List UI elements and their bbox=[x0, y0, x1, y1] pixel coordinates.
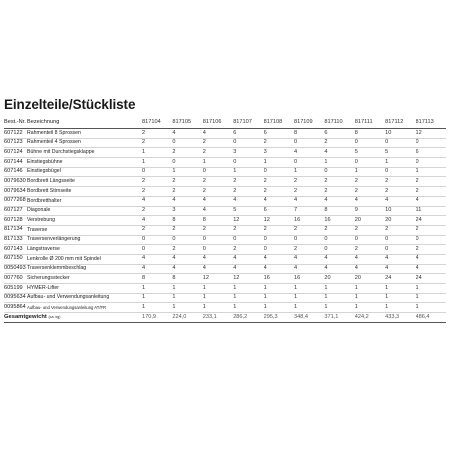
quantity-cell: 4 bbox=[233, 254, 263, 264]
quantity-cell: 2 bbox=[385, 225, 415, 235]
description-cell: Lenkrolle Ø 200 mm mit Spindel bbox=[27, 254, 142, 264]
order-number-cell: 607127 bbox=[4, 206, 27, 216]
quantity-cell: 4 bbox=[294, 196, 324, 206]
quantity-cell: 1 bbox=[142, 148, 172, 158]
quantity-cell: 2 bbox=[142, 138, 172, 148]
quantity-cell: 2 bbox=[233, 177, 263, 187]
quantity-cell: 1 bbox=[233, 293, 263, 303]
column-header-model: 817108 bbox=[264, 118, 294, 129]
quantity-cell: 2 bbox=[233, 225, 263, 235]
quantity-cell: 1 bbox=[264, 293, 294, 303]
quantity-cell: 4 bbox=[294, 254, 324, 264]
quantity-cell: 1 bbox=[172, 284, 202, 294]
quantity-cell: 6 bbox=[264, 129, 294, 139]
order-number-cell: 607150 bbox=[4, 254, 27, 264]
quantity-cell: 2 bbox=[416, 177, 446, 187]
quantity-cell: 0 bbox=[172, 138, 202, 148]
quantity-cell: 4 bbox=[416, 196, 446, 206]
quantity-cell: 1 bbox=[385, 293, 415, 303]
quantity-cell: 2 bbox=[355, 187, 385, 197]
quantity-cell: 0 bbox=[203, 245, 233, 255]
quantity-cell: 8 bbox=[142, 274, 172, 284]
order-number-cell: 0095864 bbox=[4, 303, 27, 313]
column-header-description: Bezeichnung bbox=[27, 118, 142, 129]
quantity-cell: 0 bbox=[385, 245, 415, 255]
total-weight-cell: 371,1 bbox=[324, 313, 354, 323]
quantity-cell: 1 bbox=[172, 303, 202, 313]
total-weight-cell: 486,4 bbox=[416, 313, 446, 323]
quantity-cell: 4 bbox=[355, 254, 385, 264]
quantity-cell: 20 bbox=[355, 274, 385, 284]
quantity-cell: 1 bbox=[203, 293, 233, 303]
description-cell: Rahmenteil 4 Sprossen bbox=[27, 138, 142, 148]
description-cell: Diagonale bbox=[27, 206, 142, 216]
quantity-cell: 0 bbox=[324, 235, 354, 245]
quantity-cell: 0 bbox=[355, 138, 385, 148]
quantity-cell: 6 bbox=[324, 129, 354, 139]
column-header-model: 817104 bbox=[142, 118, 172, 129]
quantity-cell: 1 bbox=[385, 158, 415, 168]
quantity-cell: 1 bbox=[355, 167, 385, 177]
quantity-cell: 0 bbox=[416, 235, 446, 245]
order-number-cell: 0079630 bbox=[4, 177, 27, 187]
quantity-cell: 0 bbox=[294, 138, 324, 148]
quantity-cell: 1 bbox=[142, 284, 172, 294]
quantity-cell: 2 bbox=[142, 129, 172, 139]
quantity-cell: 2 bbox=[355, 225, 385, 235]
quantity-cell: 2 bbox=[142, 187, 172, 197]
quantity-cell: 2 bbox=[385, 177, 415, 187]
quantity-cell: 0 bbox=[172, 235, 202, 245]
quantity-cell: 1 bbox=[203, 284, 233, 294]
description-cell: Traversenverlängerung bbox=[27, 235, 142, 245]
column-header-model: 817111 bbox=[355, 118, 385, 129]
quantity-cell: 1 bbox=[324, 158, 354, 168]
quantity-cell: 2 bbox=[294, 225, 324, 235]
quantity-cell: 0 bbox=[264, 235, 294, 245]
quantity-cell: 3 bbox=[233, 148, 263, 158]
description-cell: Bühne mit Durchstiegsklappe bbox=[27, 148, 142, 158]
order-number-cell: 0077268 bbox=[4, 196, 27, 206]
quantity-cell: 1 bbox=[172, 293, 202, 303]
quantity-cell: 8 bbox=[294, 129, 324, 139]
total-weight-cell: 424,2 bbox=[355, 313, 385, 323]
quantity-cell: 1 bbox=[233, 167, 263, 177]
quantity-cell: 1 bbox=[416, 303, 446, 313]
quantity-cell: 1 bbox=[355, 303, 385, 313]
quantity-cell: 4 bbox=[172, 129, 202, 139]
parts-list-table bbox=[4, 118, 446, 323]
description-cell: Längstraverse bbox=[27, 245, 142, 255]
quantity-cell: 24 bbox=[385, 274, 415, 284]
quantity-cell: 4 bbox=[324, 148, 354, 158]
description-cell: Aufbau- und Verwendungsanleitung AT/FR bbox=[27, 303, 142, 313]
quantity-cell: 4 bbox=[233, 264, 263, 274]
quantity-cell: 1 bbox=[324, 293, 354, 303]
quantity-cell: 1 bbox=[142, 303, 172, 313]
table-row bbox=[4, 274, 446, 284]
quantity-cell: 10 bbox=[385, 129, 415, 139]
quantity-cell: 7 bbox=[294, 206, 324, 216]
quantity-cell: 12 bbox=[203, 274, 233, 284]
table-row bbox=[4, 225, 446, 235]
quantity-cell: 2 bbox=[203, 177, 233, 187]
quantity-cell: 8 bbox=[172, 216, 202, 226]
quantity-cell: 4 bbox=[324, 264, 354, 274]
order-number-cell: 007760 bbox=[4, 274, 27, 284]
quantity-cell: 4 bbox=[324, 196, 354, 206]
quantity-cell: 4 bbox=[142, 264, 172, 274]
quantity-cell: 4 bbox=[264, 264, 294, 274]
total-weight-cell: 233,1 bbox=[203, 313, 233, 323]
quantity-cell: 0 bbox=[324, 167, 354, 177]
quantity-cell: 2 bbox=[355, 245, 385, 255]
quantity-cell: 1 bbox=[294, 293, 324, 303]
quantity-cell: 1 bbox=[355, 284, 385, 294]
description-cell: Bordbrett Längsseite bbox=[27, 177, 142, 187]
total-weight-unit: (ca. kg) bbox=[48, 314, 61, 319]
quantity-cell: 1 bbox=[142, 158, 172, 168]
description-cell: Bordbrett Stirnseite bbox=[27, 187, 142, 197]
column-header-model: 817113 bbox=[416, 118, 446, 129]
quantity-cell: 6 bbox=[264, 206, 294, 216]
quantity-cell: 0 bbox=[264, 245, 294, 255]
quantity-cell: 0 bbox=[142, 235, 172, 245]
quantity-cell: 1 bbox=[385, 303, 415, 313]
quantity-cell: 2 bbox=[324, 187, 354, 197]
order-number-cell: 817134 bbox=[4, 225, 27, 235]
quantity-cell: 0 bbox=[416, 138, 446, 148]
quantity-cell: 10 bbox=[385, 206, 415, 216]
quantity-cell: 2 bbox=[142, 177, 172, 187]
table-row bbox=[4, 148, 446, 158]
quantity-cell: 2 bbox=[294, 187, 324, 197]
description-cell: Bordbretthalter bbox=[27, 196, 142, 206]
quantity-cell: 16 bbox=[264, 274, 294, 284]
quantity-cell: 2 bbox=[294, 245, 324, 255]
quantity-cell: 1 bbox=[203, 303, 233, 313]
quantity-cell: 8 bbox=[172, 274, 202, 284]
quantity-cell: 4 bbox=[203, 264, 233, 274]
quantity-cell: 0 bbox=[264, 167, 294, 177]
total-weight-title: Gesamtgewicht bbox=[4, 313, 47, 320]
page-title: Einzelteile/Stückliste bbox=[4, 97, 136, 112]
order-number-cell: 607143 bbox=[4, 245, 27, 255]
quantity-cell: 4 bbox=[142, 254, 172, 264]
quantity-cell: 2 bbox=[324, 225, 354, 235]
quantity-cell: 4 bbox=[416, 254, 446, 264]
quantity-cell: 4 bbox=[233, 196, 263, 206]
quantity-cell: 4 bbox=[385, 196, 415, 206]
quantity-cell: 1 bbox=[203, 158, 233, 168]
quantity-cell: 1 bbox=[416, 293, 446, 303]
quantity-cell: 0 bbox=[355, 158, 385, 168]
column-header-model: 817106 bbox=[203, 118, 233, 129]
table-row bbox=[4, 196, 446, 206]
table-row bbox=[4, 216, 446, 226]
total-weight-row bbox=[4, 313, 446, 323]
table-row bbox=[4, 187, 446, 197]
column-header-model: 817105 bbox=[172, 118, 202, 129]
quantity-cell: 0 bbox=[142, 245, 172, 255]
order-number-cell: 0050493 bbox=[4, 264, 27, 274]
quantity-cell: 6 bbox=[416, 148, 446, 158]
total-weight-cell: 295,3 bbox=[264, 313, 294, 323]
quantity-cell: 3 bbox=[264, 148, 294, 158]
quantity-cell: 11 bbox=[416, 206, 446, 216]
quantity-cell: 2 bbox=[142, 225, 172, 235]
quantity-cell: 4 bbox=[385, 254, 415, 264]
quantity-cell: 2 bbox=[172, 187, 202, 197]
column-header-model: 817110 bbox=[324, 118, 354, 129]
quantity-cell: 2 bbox=[203, 138, 233, 148]
order-number-cell: 817133 bbox=[4, 235, 27, 245]
quantity-cell: 1 bbox=[294, 284, 324, 294]
quantity-cell: 1 bbox=[233, 303, 263, 313]
quantity-cell: 2 bbox=[172, 177, 202, 187]
quantity-cell: 4 bbox=[172, 196, 202, 206]
total-weight-cell: 224,0 bbox=[172, 313, 202, 323]
quantity-cell: 2 bbox=[294, 177, 324, 187]
quantity-cell: 9 bbox=[355, 206, 385, 216]
quantity-cell: 20 bbox=[324, 274, 354, 284]
quantity-cell: 2 bbox=[172, 148, 202, 158]
quantity-cell: 1 bbox=[355, 293, 385, 303]
quantity-cell: 2 bbox=[203, 187, 233, 197]
quantity-cell: 2 bbox=[203, 225, 233, 235]
quantity-cell: 0 bbox=[324, 245, 354, 255]
table-row bbox=[4, 254, 446, 264]
quantity-cell: 0 bbox=[416, 158, 446, 168]
quantity-cell: 0 bbox=[142, 167, 172, 177]
order-number-cell: 607146 bbox=[4, 167, 27, 177]
quantity-cell: 4 bbox=[355, 196, 385, 206]
quantity-cell: 24 bbox=[416, 274, 446, 284]
table-header-row bbox=[4, 118, 446, 129]
quantity-cell: 4 bbox=[264, 196, 294, 206]
quantity-cell: 2 bbox=[233, 187, 263, 197]
quantity-cell: 2 bbox=[355, 177, 385, 187]
quantity-cell: 4 bbox=[294, 264, 324, 274]
quantity-cell: 4 bbox=[264, 254, 294, 264]
quantity-cell: 2 bbox=[233, 245, 263, 255]
quantity-cell: 1 bbox=[416, 284, 446, 294]
table-row bbox=[4, 264, 446, 274]
total-weight-label bbox=[4, 313, 142, 323]
order-number-cell: 0095634 bbox=[4, 293, 27, 303]
quantity-cell: 1 bbox=[416, 167, 446, 177]
order-number-cell: 607144 bbox=[4, 158, 27, 168]
quantity-cell: 0 bbox=[233, 158, 263, 168]
order-number-cell: 605199 bbox=[4, 284, 27, 294]
description-cell: Traversenklemmbeschlag bbox=[27, 264, 142, 274]
column-header-model: 817109 bbox=[294, 118, 324, 129]
quantity-cell: 0 bbox=[294, 158, 324, 168]
quantity-cell: 4 bbox=[203, 196, 233, 206]
table-row bbox=[4, 206, 446, 216]
quantity-cell: 5 bbox=[355, 148, 385, 158]
quantity-cell: 5 bbox=[233, 206, 263, 216]
order-number-cell: 607124 bbox=[4, 148, 27, 158]
quantity-cell: 4 bbox=[416, 264, 446, 274]
description-cell: Einstiegsbügel bbox=[27, 167, 142, 177]
quantity-cell: 12 bbox=[233, 216, 263, 226]
quantity-cell: 4 bbox=[172, 264, 202, 274]
quantity-cell: 2 bbox=[324, 177, 354, 187]
total-weight-cell: 286,2 bbox=[233, 313, 263, 323]
quantity-cell: 2 bbox=[385, 187, 415, 197]
quantity-cell: 4 bbox=[385, 264, 415, 274]
quantity-cell: 12 bbox=[233, 274, 263, 284]
order-number-cell: 607128 bbox=[4, 216, 27, 226]
quantity-cell: 24 bbox=[416, 216, 446, 226]
quantity-cell: 4 bbox=[203, 254, 233, 264]
quantity-cell: 0 bbox=[233, 235, 263, 245]
quantity-cell: 4 bbox=[294, 148, 324, 158]
total-weight-cell: 348,4 bbox=[294, 313, 324, 323]
order-number-cell: 0079634 bbox=[4, 187, 27, 197]
quantity-cell: 2 bbox=[142, 206, 172, 216]
quantity-cell: 8 bbox=[324, 206, 354, 216]
quantity-cell: 2 bbox=[264, 177, 294, 187]
quantity-cell: 12 bbox=[416, 129, 446, 139]
quantity-cell: 2 bbox=[172, 245, 202, 255]
quantity-cell: 2 bbox=[264, 225, 294, 235]
quantity-cell: 8 bbox=[355, 129, 385, 139]
quantity-cell: 0 bbox=[233, 138, 263, 148]
quantity-cell: 2 bbox=[416, 187, 446, 197]
quantity-cell: 2 bbox=[416, 225, 446, 235]
table-row bbox=[4, 284, 446, 294]
total-weight-cell: 433,3 bbox=[385, 313, 415, 323]
table-row bbox=[4, 158, 446, 168]
quantity-cell: 1 bbox=[324, 303, 354, 313]
quantity-cell: 12 bbox=[264, 216, 294, 226]
quantity-cell: 4 bbox=[172, 254, 202, 264]
quantity-cell: 4 bbox=[142, 216, 172, 226]
quantity-cell: 2 bbox=[203, 148, 233, 158]
quantity-cell: 20 bbox=[385, 216, 415, 226]
quantity-cell: 4 bbox=[203, 129, 233, 139]
quantity-cell: 2 bbox=[324, 138, 354, 148]
quantity-cell: 3 bbox=[172, 206, 202, 216]
quantity-cell: 4 bbox=[324, 254, 354, 264]
description-cell: Traverse bbox=[27, 225, 142, 235]
table-row bbox=[4, 235, 446, 245]
quantity-cell: 2 bbox=[172, 225, 202, 235]
quantity-cell: 1 bbox=[233, 284, 263, 294]
table-row bbox=[4, 293, 446, 303]
table-row bbox=[4, 177, 446, 187]
quantity-cell: 16 bbox=[324, 216, 354, 226]
quantity-cell: 1 bbox=[264, 284, 294, 294]
quantity-cell: 1 bbox=[264, 303, 294, 313]
quantity-cell: 0 bbox=[172, 158, 202, 168]
quantity-cell: 5 bbox=[385, 148, 415, 158]
quantity-cell: 1 bbox=[324, 284, 354, 294]
description-cell: Aufbau- und Verwendungsanleitung bbox=[27, 293, 142, 303]
quantity-cell: 1 bbox=[142, 293, 172, 303]
quantity-cell: 0 bbox=[355, 235, 385, 245]
description-cell: Rahmenteil 8 Sprossen bbox=[27, 129, 142, 139]
description-cell: Verstrebung bbox=[27, 216, 142, 226]
order-number-cell: 607123 bbox=[4, 138, 27, 148]
quantity-cell: 2 bbox=[264, 187, 294, 197]
table-row bbox=[4, 138, 446, 148]
quantity-cell: 6 bbox=[233, 129, 263, 139]
description-cell: Einstiegsbühne bbox=[27, 158, 142, 168]
table-row bbox=[4, 167, 446, 177]
order-number-cell: 607122 bbox=[4, 129, 27, 139]
quantity-cell: 0 bbox=[385, 138, 415, 148]
quantity-cell: 2 bbox=[264, 138, 294, 148]
column-header-model: 817112 bbox=[385, 118, 415, 129]
table-row bbox=[4, 129, 446, 139]
quantity-cell: 0 bbox=[294, 235, 324, 245]
quantity-cell: 8 bbox=[203, 216, 233, 226]
quantity-cell: 20 bbox=[355, 216, 385, 226]
quantity-cell: 4 bbox=[142, 196, 172, 206]
quantity-cell: 1 bbox=[264, 158, 294, 168]
quantity-cell: 0 bbox=[203, 167, 233, 177]
quantity-cell: 1 bbox=[385, 284, 415, 294]
description-cell: HYMER-Lifter bbox=[27, 284, 142, 294]
column-header-model: 817107 bbox=[233, 118, 263, 129]
quantity-cell: 4 bbox=[203, 206, 233, 216]
quantity-cell: 1 bbox=[294, 303, 324, 313]
table-row bbox=[4, 245, 446, 255]
quantity-cell: 0 bbox=[385, 235, 415, 245]
description-cell: Sicherungsstecker bbox=[27, 274, 142, 284]
quantity-cell: 16 bbox=[294, 216, 324, 226]
quantity-cell: 0 bbox=[385, 167, 415, 177]
quantity-cell: 2 bbox=[416, 245, 446, 255]
quantity-cell: 16 bbox=[294, 274, 324, 284]
quantity-cell: 0 bbox=[203, 235, 233, 245]
column-header-order-no: Best.-Nr. bbox=[4, 118, 27, 129]
quantity-cell: 1 bbox=[294, 167, 324, 177]
quantity-cell: 4 bbox=[355, 264, 385, 274]
quantity-cell: 1 bbox=[172, 167, 202, 177]
total-weight-cell: 170,9 bbox=[142, 313, 172, 323]
table-row bbox=[4, 303, 446, 313]
